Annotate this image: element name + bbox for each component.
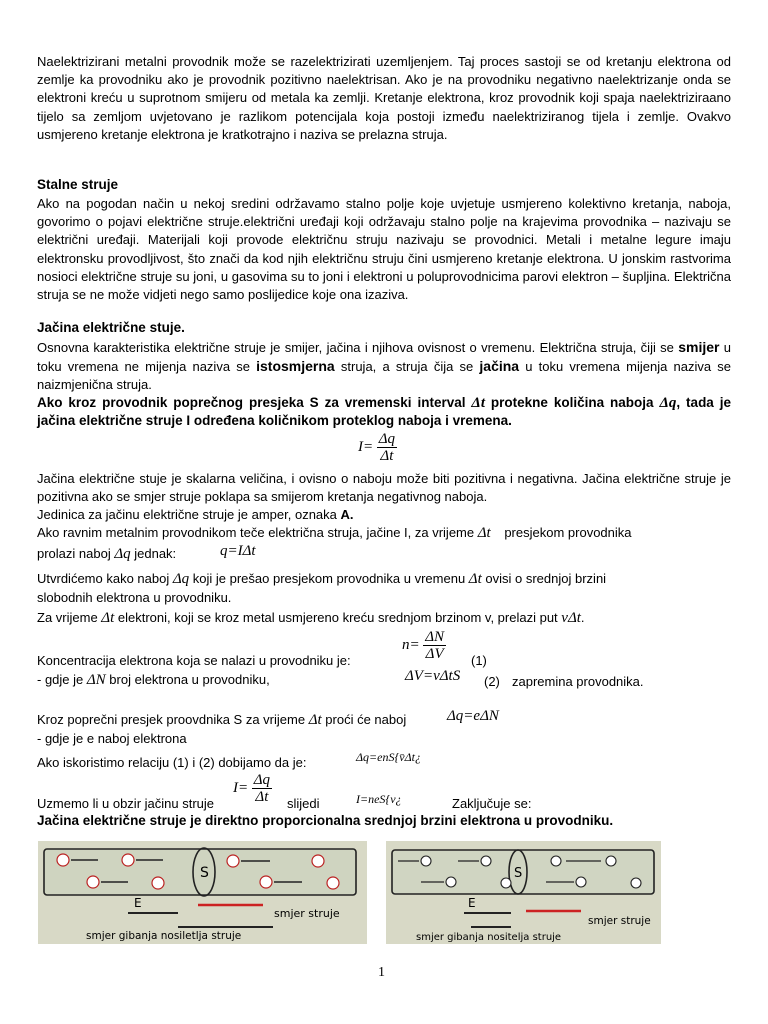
word-follows: slijedi	[287, 796, 320, 811]
delta-q-symbol: Δq	[659, 395, 677, 411]
line-volume-desc: zapremina provodnika.	[512, 674, 644, 689]
line-cross-section: Kroz poprečni presjek proovdnika S za vrijeme Δt proći će naboj	[37, 712, 407, 728]
cross-section-label: S	[200, 865, 209, 881]
formula-charge-electrons: Δq=eΔN	[447, 708, 499, 724]
line-electron-path: Za vrijeme Δt elektroni, koji se kroz metal usmjereno kreću srednjom brzinom v, prelazi put vΔt.	[37, 610, 585, 626]
line-relations: Ako iskoristimo relaciju (1) i (2) dobijamo da je:	[37, 755, 307, 770]
heading-current-strength: Jačina električne stuje.	[37, 320, 185, 335]
equation-label-2: (2)	[484, 674, 500, 689]
conclusion-statement: Jačina električne struje je direktno proporcionalna srednjoj brzini elektrona u provodniku.	[37, 813, 614, 828]
equation-label-1: (1)	[471, 653, 487, 668]
conductor-tube	[392, 850, 654, 894]
line-determine-charge: Utvrdićemo kako naboj Δq koji je prešao presjekom provodnika u vremenu Δt ovisi o srednjoj brzini	[37, 571, 607, 587]
paragraph-steady-currents: Ako na pogodan način u nekoj sredini održavamo stalno polje koje uvjetuje usmjereno kolektivno kretanja, naboja, govorimo o pojavi električne struje.električni uređaji koji održavaju stalno polje na krajevima provodnika – nazivaju se električni uređaji. Materijali koji provode električnu struju nazivaju se provodnici. Metali i metalne legure imaju elektronsku provodljivost, što znači da kod njih električnu struju čini usmjereno kretanje elektrona. U jonskim rastvorima nosioci električne struje su joni, u gasovima su to joni i elektroni u poluprovodnicima parovi elektron – šupljina. Električna struja se ne može vidjeti nego samo poslijedice koje ona izaziva.	[37, 196, 731, 303]
current-direction-label: smjer struje	[274, 907, 340, 920]
field-label: E	[134, 896, 142, 910]
line-concentration: Koncentracija elektrona koja se nalazi u provodniku je:	[37, 653, 351, 668]
line-taking-current: Uzmemo li u obzir jačinu struje	[37, 796, 215, 811]
formula-concentration: n= $\frac{\Delta N}{\Delta V}$	[402, 629, 445, 662]
line-charge-passes: prolazi naboj Δq jednak:	[37, 546, 177, 562]
line-electron-charge: - gdje je e naboj elektrona	[37, 731, 187, 746]
line-metal-conductor: Ako ravnim metalnim provodnikom teče električna struja, jačine I, za vrijeme Δt presjekom provodnika	[37, 525, 632, 541]
formula-charge: q=IΔt	[220, 543, 256, 559]
paragraph-scalar: Jačina električne stuje je skalarna veličina, i ovisno o naboju može biti pozitivna i negativna. Jačina električne struje je pozitivna ako se smjer struje poklapa sa smijerom kretanja negativnog naboja.	[37, 471, 731, 505]
line-electron-count: - gdje je ΔN broj elektrona u provodniku,	[37, 672, 270, 688]
paragraph-characteristics: Osnovna karakteristika električne struje je smijer, jačina i njihova ovisnost o vremenu. Električna struja, čiji se smijer u toku vremena ne mijenja naziva se istosmjerna struja, a struja čija se jačina u toku vremena mijenja naziva se naizmjenična struja.	[37, 339, 732, 393]
formula-charge-velocity: Δq=enS{v̄Δt¿	[356, 750, 421, 764]
paragraph-unit: Jedinica za jačinu električne struje je amper, oznaka A.	[37, 507, 354, 522]
carrier-direction-label: smjer gibanja nosiletlja struje	[86, 930, 242, 942]
cross-section-label: S	[514, 866, 523, 881]
paragraph-definition: Ako kroz provodnik poprečnog presjeka S za vremenski interval Δt protekne količina naboja Δq, tada je jačina električne struje I određena količnikom proteklog naboja i vremena.	[37, 395, 731, 429]
formula-current-definition: I= $\frac{\Delta q}{\Delta t}$	[358, 431, 396, 464]
formula-volume: ΔV=vΔtS	[405, 668, 461, 684]
word-concluded: Zaključuje se:	[452, 796, 532, 811]
field-label: E	[468, 896, 476, 910]
conductor-diagram-positive	[38, 841, 367, 944]
formula-current-velocity: I=neS{v¿	[356, 792, 402, 806]
current-direction-label: smjer struje	[588, 915, 651, 927]
line-free-electrons: slobodnih elektrona u provodniku.	[37, 590, 232, 605]
heading-steady-currents: Stalne struje	[37, 177, 119, 192]
page-number: 1	[378, 965, 385, 980]
conductor-diagram-negative	[386, 841, 661, 944]
formula-current-again: I= $\frac{\Delta q}{\Delta t}$	[233, 772, 271, 805]
paragraph-grounding: Naelektrizirani metalni provodnik može se razelektrizirati uzemljenjem. Taj proces sastoji se od kretanju elektrona od zemlje ka provodniku ako je provodnik pozitivno naelektrisan. Ako je na provodniku negativno naelektrizanje onda se elektroni kreću u suprotnom smijeru od metala ka zemlji. Kretanje elektrona, kroz provodnik koji spaja naelektriziraano tijelo sa zemljom uvjetovano je razlikom potencijala koja postoji između naelektriziranog tijela i zemlje. Ovakvo usmjereno kretanje elektrona je kratkotrajno i naziva se prelazna struja.	[37, 54, 731, 142]
delta-t-symbol: Δt	[471, 395, 485, 411]
carrier-direction-label: smjer gibanja nositelja struje	[416, 932, 562, 943]
